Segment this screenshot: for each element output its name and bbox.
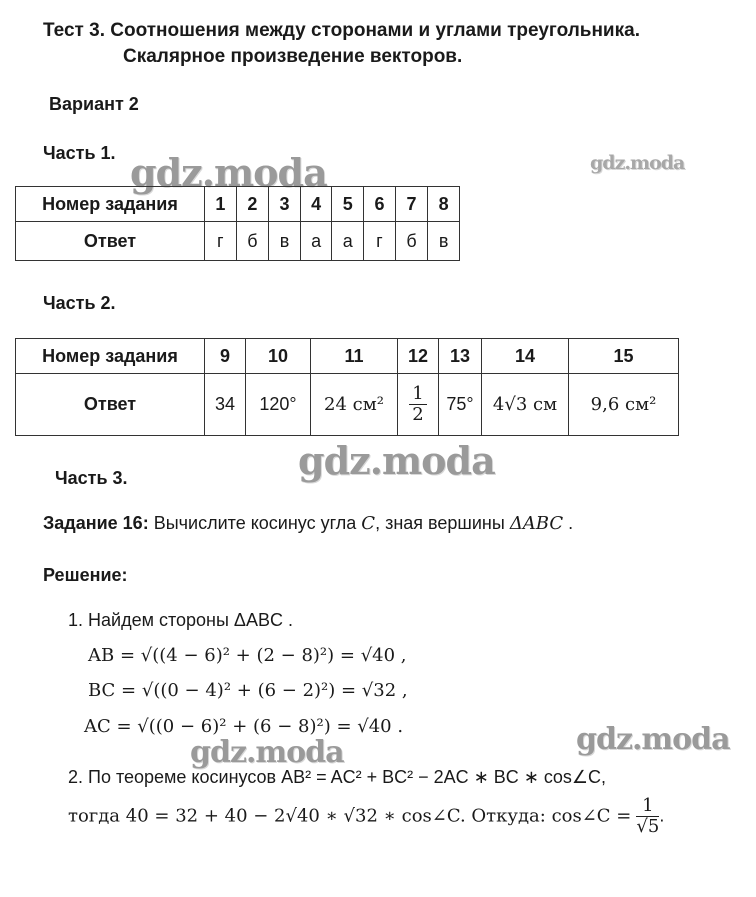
part2-number: 9: [205, 339, 246, 374]
solution-label: Решение:: [43, 565, 128, 585]
part2-answer: 4√3 см: [482, 374, 569, 436]
part2-heading: Часть 2.: [43, 293, 116, 313]
part2-answer: 34: [205, 374, 246, 436]
fraction: [409, 384, 426, 425]
part2-number-row: [16, 339, 679, 374]
result-fraction: [636, 796, 659, 837]
part1-heading: Часть 1.: [43, 143, 116, 163]
solution-step-1: 1. Найдем стороны ΔABC .: [68, 610, 293, 630]
part2-number: 14: [482, 339, 569, 374]
variant-label: Вариант 2: [49, 94, 139, 114]
part1-answer: б: [395, 222, 428, 261]
part1-number: 8: [428, 187, 460, 222]
task-16: [43, 513, 573, 534]
part1-number: 7: [395, 187, 428, 222]
part1-table: [15, 186, 460, 261]
part2-number: 10: [246, 339, 311, 374]
part2-answer: 24 см²: [311, 374, 398, 436]
task-text: Вычислите косинус угла: [153, 513, 357, 533]
watermark-logo: gdz.moda: [190, 735, 344, 770]
part1-header-label: Номер задания: [16, 187, 205, 222]
part1-answer-row: [16, 222, 460, 261]
equation-bc: BC = √((0 − 4)² + (6 − 2)²) = √32 ,: [88, 680, 408, 701]
title-line-1: Тест 3. Соотношения между сторонами и углами треугольника.: [43, 20, 640, 41]
part1-number: 5: [332, 187, 364, 222]
task-triangle: ΔABC: [509, 513, 564, 534]
part2-answer: 120°: [246, 374, 311, 436]
part1-answer-label: Ответ: [16, 222, 205, 261]
part2-number: 15: [569, 339, 679, 374]
part1-answer: г: [205, 222, 237, 261]
title-line-2: Скалярное произведение векторов.: [123, 45, 463, 67]
equation-ab: AB = √((4 − 6)² + (2 − 8)²) = √40 ,: [88, 645, 407, 666]
part1-answer: б: [236, 222, 269, 261]
solution-step-3: [68, 796, 664, 837]
step-3-text: тогда 40 = 32 + 40 − 2√40 ∗ √32 ∗ cos∠C. Откуда: cos∠C =: [68, 805, 632, 827]
result-end: .: [659, 805, 665, 826]
task-label: Задание 16:: [43, 513, 149, 533]
part1-answer: а: [300, 222, 332, 261]
solution-step-2: 2. По теореме косинусов AB² = AC² + BC² − 2AC ∗ BC ∗ cos∠C,: [68, 767, 606, 787]
part1-number: 1: [205, 187, 237, 222]
task-end: .: [568, 513, 574, 533]
part2-answer-fraction: [398, 374, 439, 436]
fraction-denominator: 2: [412, 403, 424, 425]
part1-number: 4: [300, 187, 332, 222]
part2-answer-row: [16, 374, 679, 436]
watermark-logo: gdz.moda: [130, 150, 327, 195]
part2-header-label: Номер задания: [16, 339, 205, 374]
part2-answer-label: Ответ: [16, 374, 205, 436]
result-denominator: √5: [636, 815, 660, 837]
part1-number: 6: [364, 187, 396, 222]
part1-number-row: [16, 187, 460, 222]
task-text-2: , зная вершины: [375, 513, 505, 533]
part2-answer: 9,6 см²: [569, 374, 679, 436]
part1-answer: в: [428, 222, 460, 261]
part2-number: 12: [398, 339, 439, 374]
part1-number: 3: [269, 187, 301, 222]
part2-number: 13: [439, 339, 482, 374]
watermark-logo: gdz.moda: [590, 152, 685, 174]
part1-number: 2: [236, 187, 269, 222]
watermark-logo: gdz.moda: [298, 438, 495, 483]
result-numerator: 1: [636, 796, 659, 817]
equation-ac: AC = √((0 − 6)² + (6 − 8)²) = √40 .: [84, 716, 404, 737]
part3-heading: Часть 3.: [55, 468, 128, 488]
part1-answer: г: [364, 222, 396, 261]
test-title: [43, 18, 640, 69]
part1-answer: а: [332, 222, 364, 261]
part2-answer: 75°: [439, 374, 482, 436]
part2-number: 11: [311, 339, 398, 374]
task-variable: C: [361, 513, 376, 534]
fraction-numerator: 1: [409, 384, 426, 405]
part1-answer: в: [269, 222, 301, 261]
watermark-logo: gdz.moda: [576, 722, 730, 757]
part2-table: [15, 338, 679, 436]
